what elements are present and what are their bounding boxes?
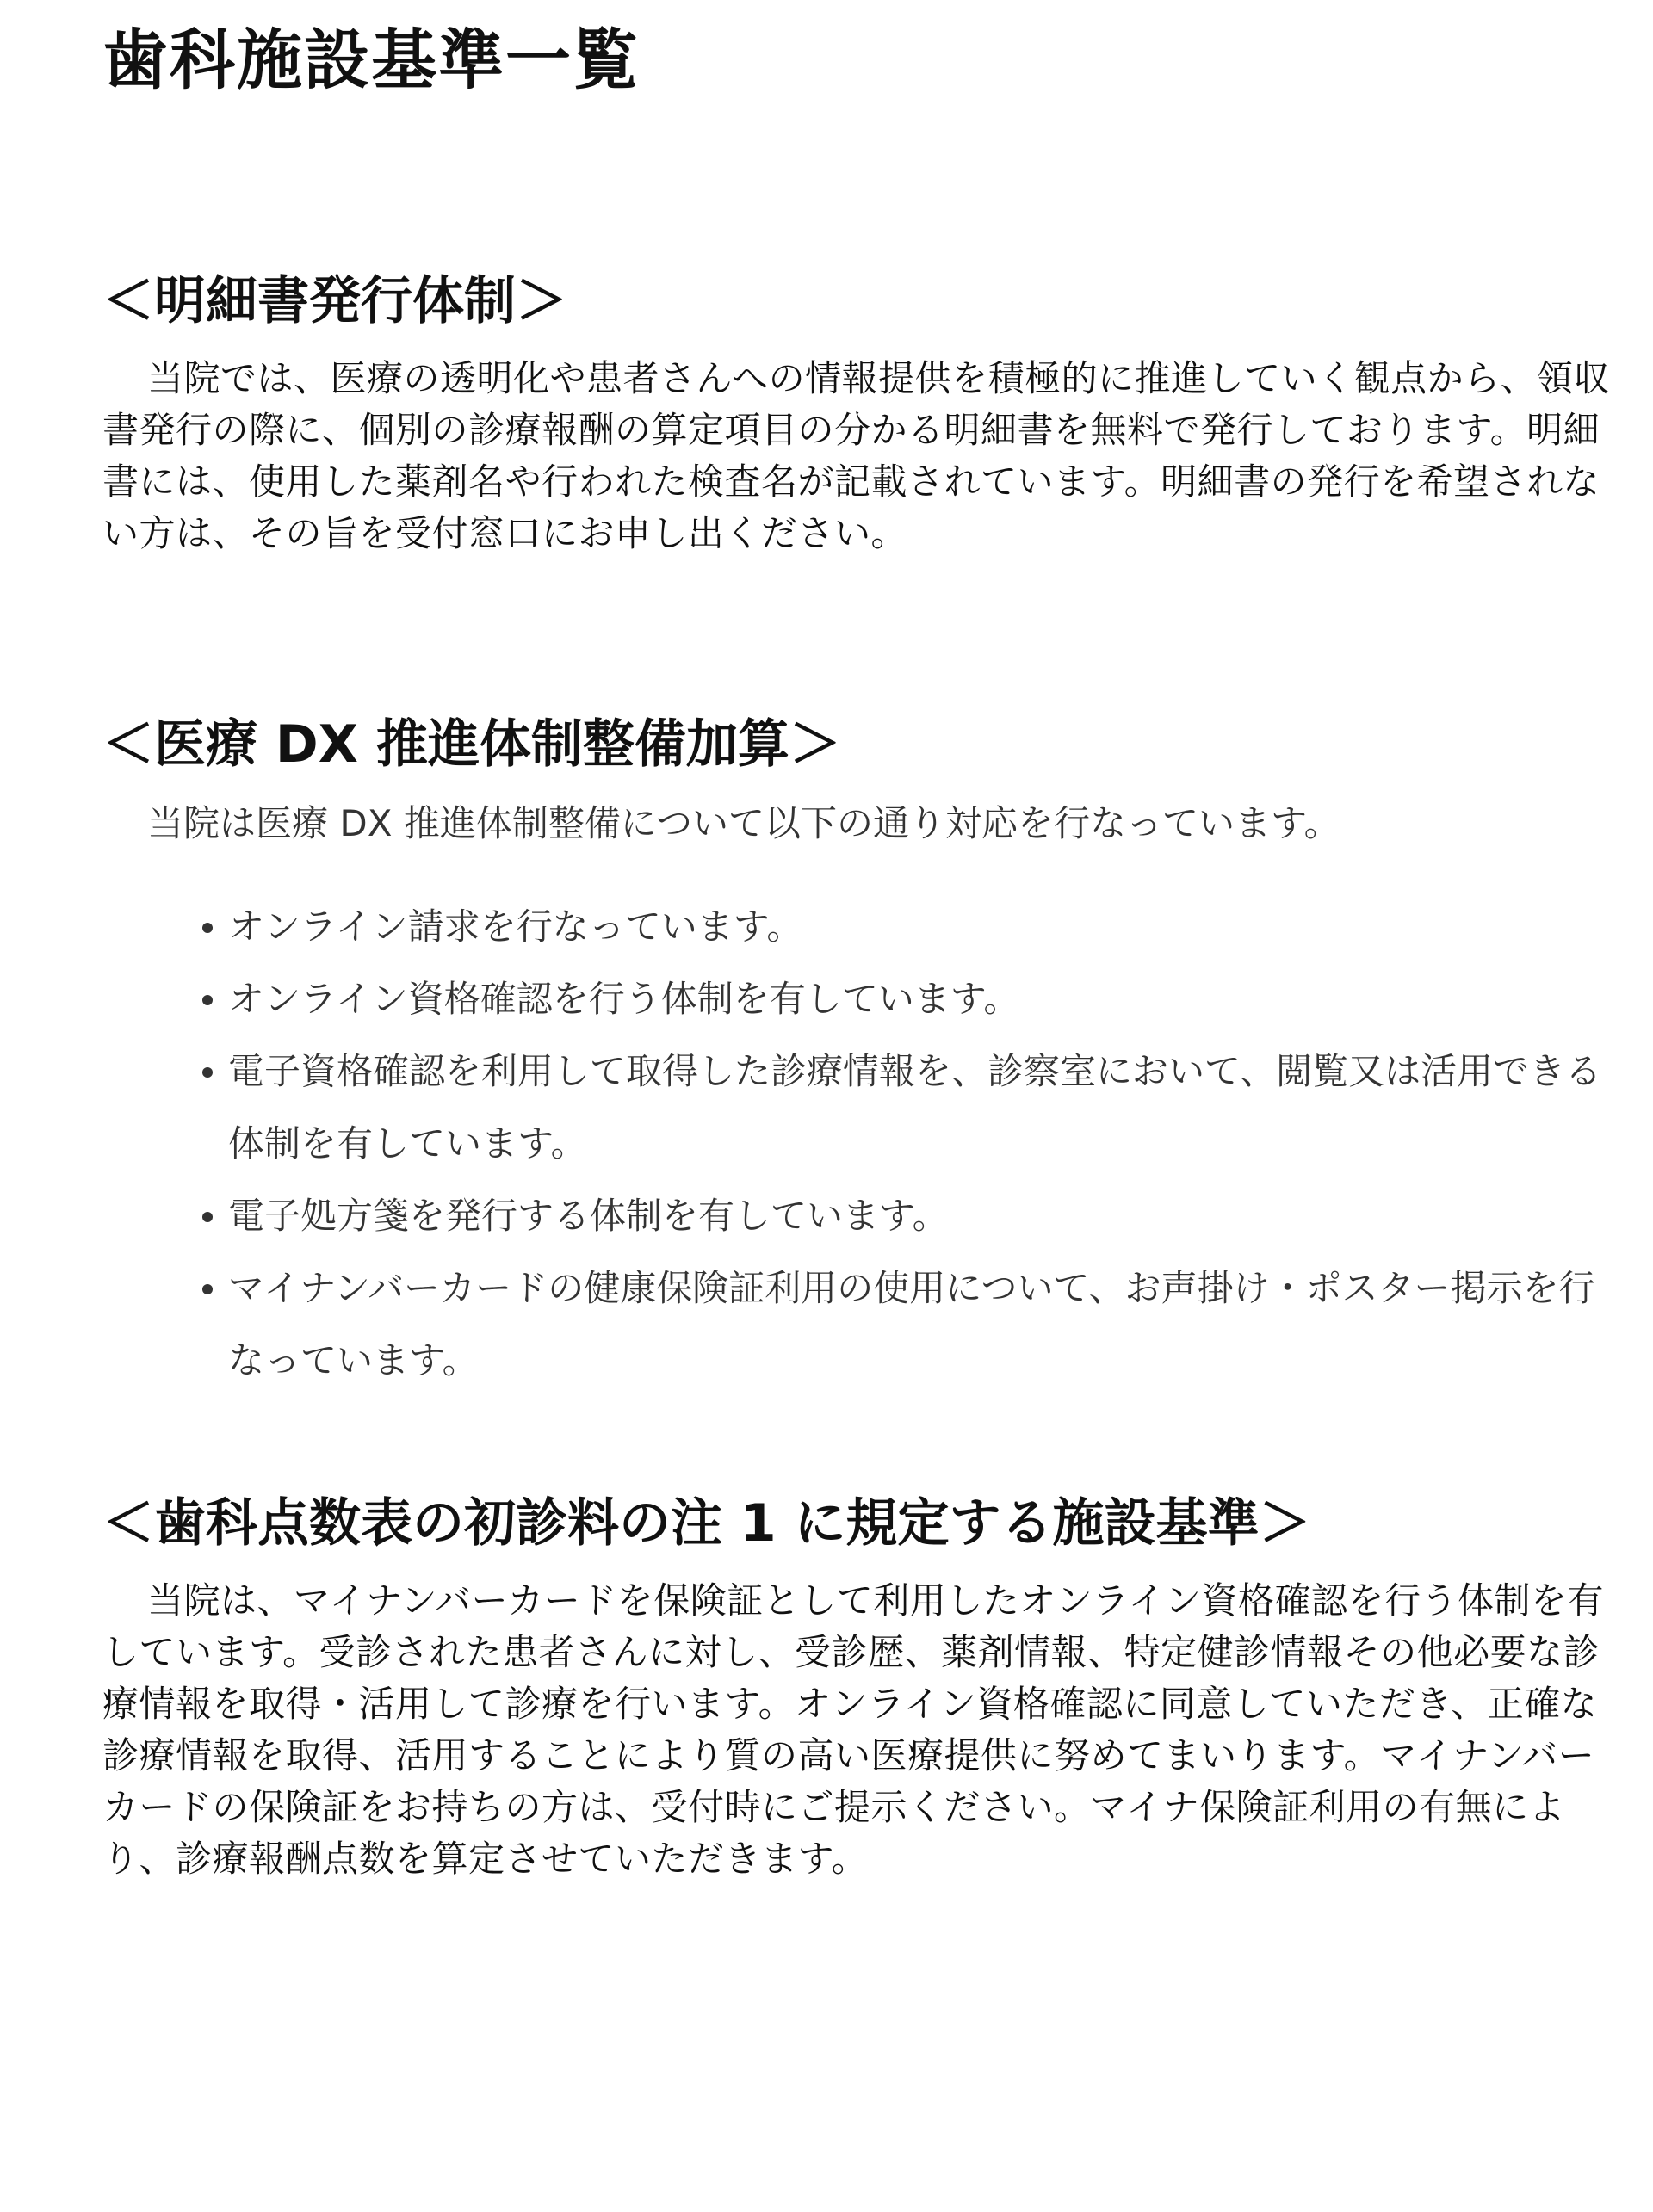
section-body: 当院は、マイナンバーカードを保険証として利用したオンライン資格確認を行う体制を有しています。受診された患者さんに対し、受診歴、薬剤情報、特定健診情報その他必要な診療情報を取得・活用して診療を行います。オンライン資格確認に同意していただき、正確な診療情報を取得、活用することにより質の高い医療提供に努めてまいります。マイナンバーカードの保険証をお持ちの方は、受付時にご提示ください。マイナ保険証利用の有無により、診療報酬点数を算定させていただきます。	[102, 1579, 1605, 1880]
page-title: 歯科施設基準一覧	[102, 22, 640, 98]
section-intro: 当院は医療 DX 推進体制整備について以下の通り対応を行なっています。	[147, 802, 1340, 844]
section-initial-consultation-standard	[102, 1489, 1626, 1885]
list-item	[202, 963, 1626, 1035]
bullet-icon	[202, 923, 213, 933]
list-item-text: 電子処方箋を発行する体制を有しています。	[228, 1195, 949, 1237]
section-statement-issuance	[102, 267, 1626, 559]
dx-measures-list	[102, 891, 1626, 1397]
list-item	[202, 1035, 1626, 1180]
bullet-icon	[202, 995, 213, 1005]
list-item-text: オンライン請求を行なっています。	[228, 905, 803, 948]
section-body: 当院では、医療の透明化や患者さんへの情報提供を積極的に推進していく観点から、領収書発行の際に、個別の診療報酬の算定項目の分かる明細書を無料で発行しております。明細書には、使用した薬剤名や行われた検査名が記載されています。明細書の発行を希望されない方は、その旨を受付窓口にお申し出ください。	[102, 357, 1611, 554]
list-item-text: マイナンバーカードの健康保険証利用の使用について、お声掛け・ポスター掲示を行なっています。	[228, 1267, 1595, 1381]
bullet-icon	[202, 1067, 213, 1078]
bullet-icon	[202, 1212, 213, 1222]
section-heading: ＜医療 DX 推進体制整備加算＞	[102, 714, 841, 775]
section-heading: ＜歯科点数表の初診料の注 1 に規定する施設基準＞	[102, 1493, 1311, 1554]
section-heading: ＜明細書発行体制＞	[102, 271, 567, 331]
list-item	[202, 891, 1626, 963]
section-medical-dx	[102, 710, 1626, 1397]
list-item-text: 電子資格確認を利用して取得した診療情報を、診察室において、閲覧又は活用できる体制を有しています。	[228, 1050, 1602, 1165]
list-item	[202, 1180, 1626, 1252]
bullet-icon	[202, 1284, 213, 1294]
list-item	[202, 1252, 1626, 1397]
list-item-text: オンライン資格確認を行う体制を有しています。	[228, 978, 1020, 1020]
